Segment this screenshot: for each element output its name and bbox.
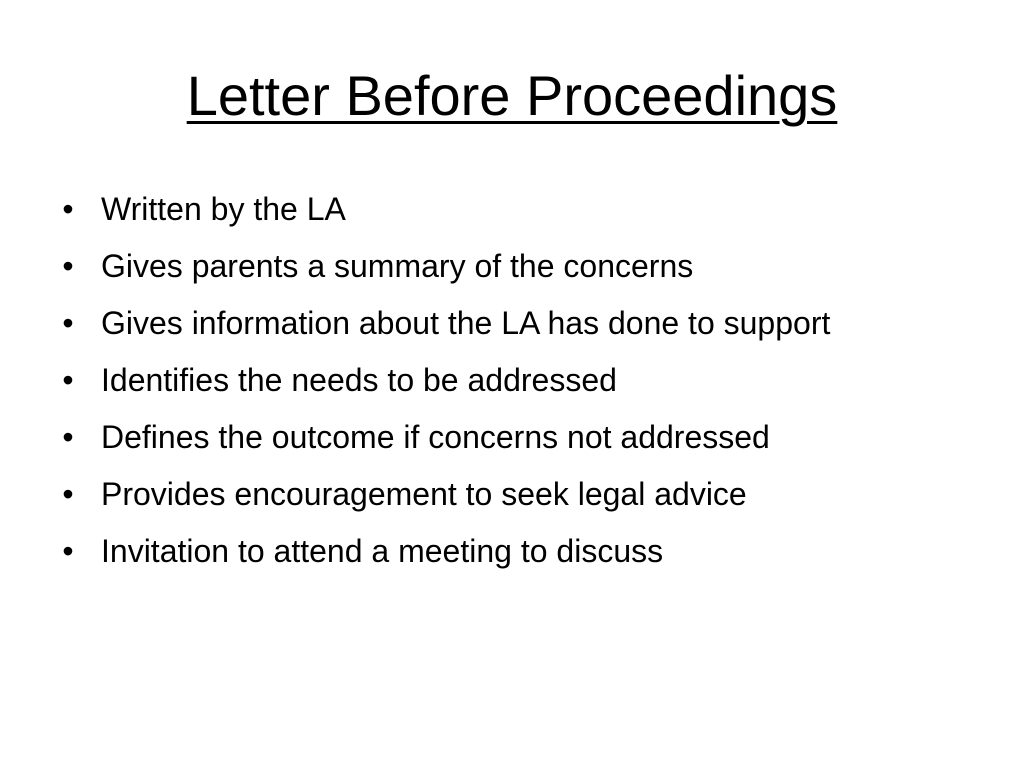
bullet-list	[58, 186, 978, 585]
bullet-icon: •	[62, 248, 74, 284]
list-item	[58, 186, 978, 232]
bullet-text: Provides encouragement to seek legal advice	[101, 476, 747, 512]
list-item	[58, 414, 978, 460]
bullet-text: Gives information about the LA has done to support	[101, 305, 831, 341]
bullet-text: Gives parents a summary of the concerns	[101, 248, 694, 284]
bullet-icon: •	[62, 191, 74, 227]
list-item	[58, 300, 978, 346]
bullet-text: Identifies the needs to be addressed	[101, 362, 617, 398]
list-item	[58, 357, 978, 403]
bullet-icon: •	[62, 476, 74, 512]
bullet-icon: •	[62, 362, 74, 398]
list-item	[58, 471, 978, 517]
bullet-text: Defines the outcome if concerns not addressed	[101, 419, 770, 455]
list-item	[58, 243, 978, 289]
list-item	[58, 528, 978, 574]
bullet-icon: •	[62, 533, 74, 569]
bullet-icon: •	[62, 305, 74, 341]
slide-title: Letter Before Proceedings	[186, 64, 838, 127]
bullet-text: Written by the LA	[101, 191, 346, 227]
bullet-text: Invitation to attend a meeting to discuss	[101, 533, 664, 569]
bullet-icon: •	[62, 419, 74, 455]
